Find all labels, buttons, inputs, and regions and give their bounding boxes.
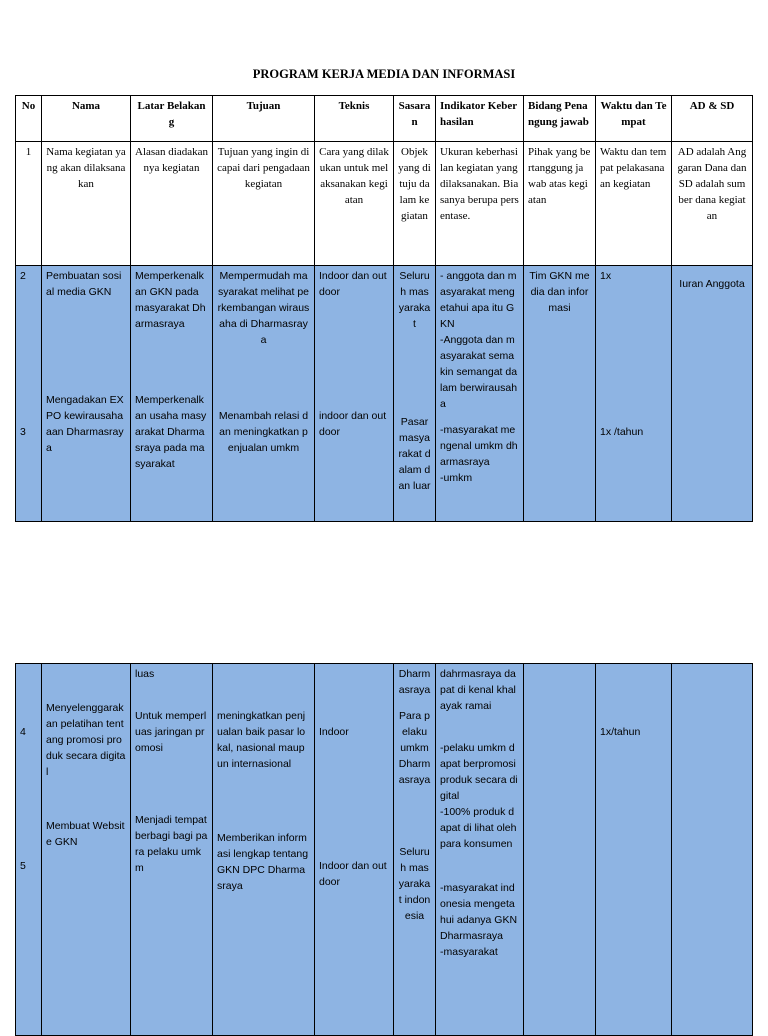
- row3-tujuan: Menambah relasi dan meningkatkan penjualan umkm: [218, 410, 309, 454]
- header-teknis: Teknis: [315, 96, 394, 142]
- row1-adsd: AD adalah Anggaran Dana dan SD adalah sumber dana kegiatan: [672, 142, 753, 266]
- bidang-empty: [524, 664, 596, 1036]
- row1-bidang: Pihak yang bertanggung jawab atas kegiatan: [524, 142, 596, 266]
- row5-no: 5: [20, 860, 26, 872]
- header-adsd: AD & SD: [672, 96, 753, 142]
- row2-tujuan: Mempermudah masyarakat melihat perkembangan wirausaha di Dharmasraya: [217, 270, 310, 346]
- row2-indikator: - anggota dan masyarakat mengetahui apa itu GKN -Anggota dan masyarakat semakin semangat dalam berwirausaha: [440, 270, 518, 410]
- row1-latar: Alasan diadakannya kegiatan: [131, 142, 213, 266]
- row2-nama: Pembuatan sosial media GKN: [46, 270, 122, 298]
- row1-waktu: Waktu dan tempat pelakasanaan kegiatan: [596, 142, 672, 266]
- row1-indikator: Ukuran keberhasilan kegiatan yang dilaksanakan. Biasanya berupa persentase.: [436, 142, 524, 266]
- row2-latar: Memperkenalkan GKN pada masyarakat Dharmasraya: [135, 270, 206, 330]
- row2-bidang: Tim GKN media dan informasi: [529, 270, 590, 314]
- row3-no: 3: [20, 426, 26, 438]
- row4-nama: Menyelenggarakan pelatihan tentang promosi produk secara digital: [46, 702, 126, 778]
- row1-tujuan: Tujuan yang ingin dicapai dari pengadaan kegiatan: [213, 142, 315, 266]
- row3-nama: Mengadakan EXPO kewirausahaaan Dharmasraya: [46, 394, 124, 454]
- row5-teknis: Indoor dan outdoor: [319, 860, 387, 888]
- row4-waktu: 1x/tahun: [600, 726, 641, 738]
- row3-teknis: indoor dan outdoor: [319, 410, 387, 438]
- sasaran-continued: Dharmasraya: [398, 668, 431, 696]
- header-bidang: Bidang Penangung jawab: [524, 96, 596, 142]
- row4-latar: Untuk memperluas jaringan promosi: [135, 710, 207, 754]
- row2-waktu: 1x: [600, 270, 612, 282]
- adsd-empty: [672, 664, 753, 1036]
- row5-latar: Menjadi tempat berbagi bagi para pelaku umkm: [135, 814, 208, 874]
- program-table-page2: [15, 663, 753, 1036]
- row3-sasaran: Pasar masyarakat dalam dan luar: [398, 416, 431, 492]
- row2-sasaran: Seluruh masyarakat: [398, 270, 431, 330]
- row4-tujuan: meningkatkan penjualan baik pasar lokal, nasional maupun internasional: [217, 710, 306, 770]
- row5-sasaran: Seluruh masyarakat indonesia: [398, 846, 431, 922]
- row1-nama: Nama kegiatan yang akan dilaksanakan: [42, 142, 131, 266]
- row4-teknis: Indoor: [319, 726, 349, 738]
- row2-adsd: Iuran Anggota: [679, 278, 745, 290]
- row5-nama: Membuat Website GKN: [46, 820, 125, 848]
- latar-continued: luas: [135, 668, 155, 680]
- row1-sasaran: Objek yang dituju dalam kegiatan: [394, 142, 436, 266]
- table-row: [16, 664, 753, 1036]
- table-row: [16, 266, 753, 522]
- table-row: [16, 142, 753, 266]
- header-no: No: [16, 96, 42, 142]
- row1-no: 1: [16, 142, 42, 266]
- row3-indikator: -masyarakat mengenal umkm dharmasraya -umkm: [440, 424, 518, 484]
- row1-teknis: Cara yang dilakukan untuk melaksanakan kegiatan: [315, 142, 394, 266]
- row2-teknis: Indoor dan outdoor: [319, 270, 387, 298]
- row4-sasaran: Para pelaku umkm Dharmasraya: [398, 710, 431, 786]
- header-waktu: Waktu dan Tempat: [596, 96, 672, 142]
- header-tujuan: Tujuan: [213, 96, 315, 142]
- table-header-row: [16, 96, 753, 142]
- header-nama: Nama: [42, 96, 131, 142]
- row2-no: 2: [20, 270, 26, 282]
- row5-indikator: -masyarakat indonesia mengetahui adanya GKN Dharmasraya -masyarakat: [440, 882, 518, 958]
- program-table-page1: [15, 95, 753, 522]
- header-latar: Latar Belakang: [131, 96, 213, 142]
- row3-latar: Memperkenalkan usaha masyarakat Dharmasraya pada masyarakat: [135, 394, 207, 470]
- header-indikator: Indikator Keberhasilan: [436, 96, 524, 142]
- document-title: PROGRAM KERJA MEDIA DAN INFORMASI: [252, 67, 516, 81]
- row3-waktu: 1x /tahun: [600, 426, 644, 438]
- header-sasaran: Sasaran: [394, 96, 436, 142]
- indikator-continued: dahrmasraya dapat di kenal khalayak ramai: [440, 668, 516, 712]
- row5-tujuan: Memberikan informasi lengkap tentang GKN DPC Dharmasraya: [217, 832, 309, 892]
- row4-no: 4: [20, 726, 26, 738]
- row4-indikator: -pelaku umkm dapat berpromosi produk secara digital -100% produk dapat di lihat oleh para konsumen: [440, 742, 518, 850]
